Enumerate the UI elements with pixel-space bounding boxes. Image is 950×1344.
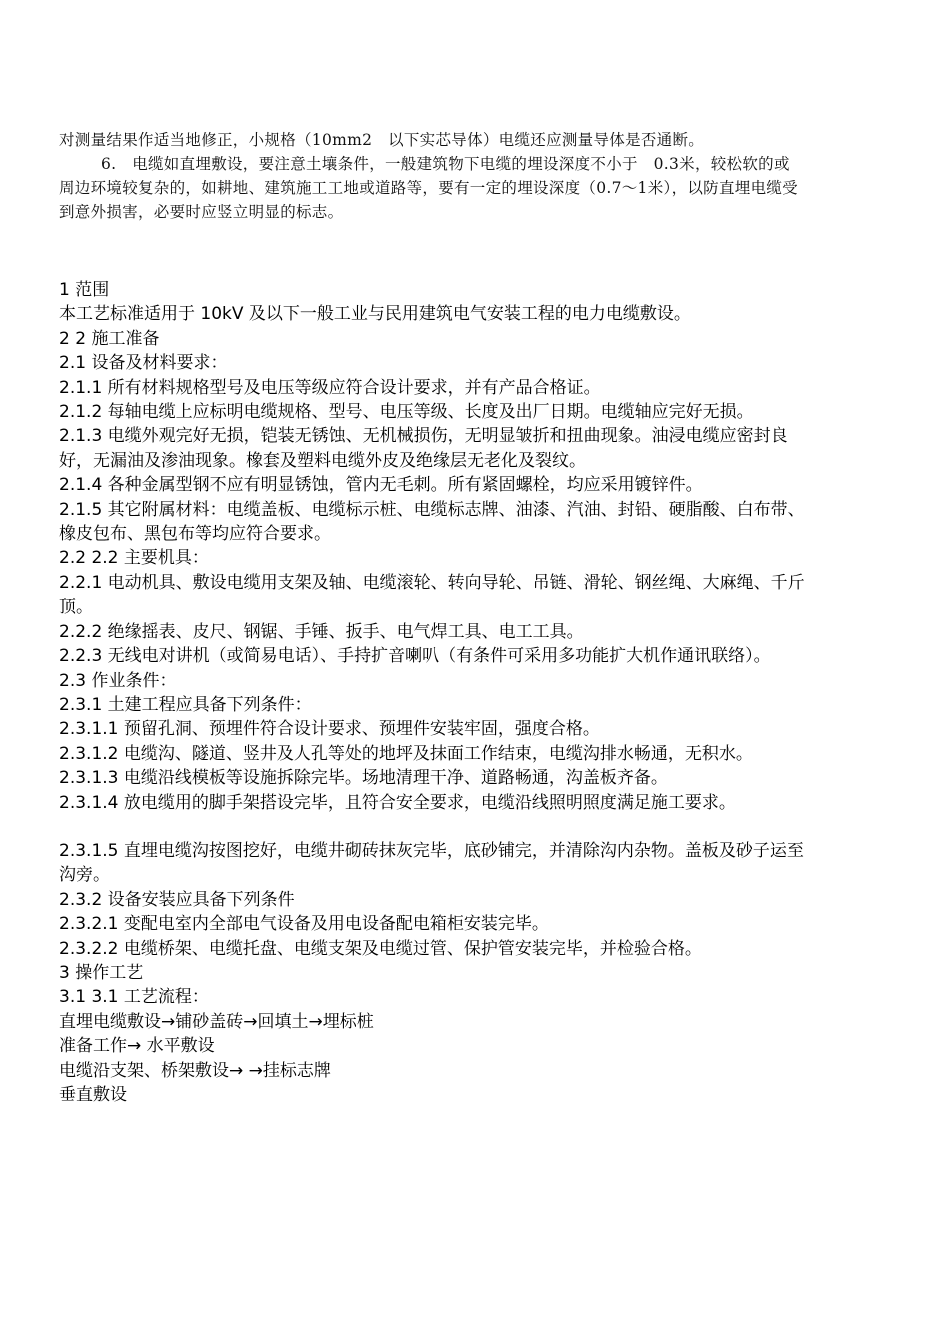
section-heading: 2 2 施工准备 xyxy=(59,328,160,349)
body-paragraph: 2.1.2 每轴电缆上应标明电缆规格、型号、电压等级、长度及出厂日期。电缆轴应完好无损。 xyxy=(59,402,754,423)
body-paragraph: 2.3.1.3 电缆沿线模板等设施拆除完毕。场地清理干净、道路畅通，沟盖板齐备。 xyxy=(59,768,668,789)
body-section xyxy=(59,278,819,1107)
intro-paragraph: 6. 电缆如直埋敷设，要注意土壤条件，一般建筑物下电缆的埋设深度不小于 0.3米，较松软的或周边环境较复杂的，如耕地、建筑施工工地或道路等，要有一定的埋设深度（0.7～1米），以防直埋电缆受到意外损害，必要时应竖立明显的标志。 xyxy=(59,155,798,221)
body-paragraph: 2.2.3 无线电对讲机（或简易电话）、手持扩音喇叭（有条件可采用多功能扩大机作通讯联络）。 xyxy=(59,646,771,667)
subsection-heading: 3.1 3.1 工艺流程： xyxy=(59,987,209,1008)
body-paragraph: 2.1.1 所有材料规格型号及电压等级应符合设计要求，并有产品合格证。 xyxy=(59,377,601,398)
subsection-heading: 2.3 作业条件： xyxy=(59,670,177,691)
body-paragraph: 2.1.3 电缆外观完好无损，铠装无锈蚀、无机械损伤，无明显皱折和扭曲现象。油浸电缆应密封良好，无漏油及渗油现象。橡套及塑料电缆外皮及绝缘层无老化及裂纹。 xyxy=(59,426,788,471)
flow-line: 准备工作→ 水平敷设 xyxy=(59,1036,215,1057)
body-paragraph: 2.3.2.1 变配电室内全部电气设备及用电设备配电箱柜安装完毕。 xyxy=(59,914,549,935)
subsection-heading: 2.2 2.2 主要机具： xyxy=(59,548,209,569)
body-paragraph: 2.2.1 电动机具、敷设电缆用支架及轴、电缆滚轮、转向导轮、吊链、滑轮、钢丝绳、大麻绳、千斤顶。 xyxy=(59,572,805,618)
blank-line xyxy=(59,815,819,839)
flow-line: 直埋电缆敷设→铺砂盖砖→回填土→埋标桩 xyxy=(59,1011,374,1032)
intro-section xyxy=(59,128,799,224)
body-paragraph: 2.2.2 绝缘摇表、皮尺、钢锯、手锤、扳手、电气焊工具、电工工具。 xyxy=(59,621,584,642)
body-paragraph: 本工艺标准适用于 10kV 及以下一般工业与民用建筑电气安装工程的电力电缆敷设。 xyxy=(59,304,691,325)
section-heading: 1 范围 xyxy=(59,280,110,300)
intro-paragraph: 对测量结果作适当地修正，小规格（10mm2 以下实芯导体）电缆还应测量导体是否通断。 xyxy=(59,131,705,149)
subsection-heading: 2.1 设备及材料要求： xyxy=(59,353,228,374)
body-paragraph: 2.3.2.2 电缆桥架、电缆托盘、电缆支架及电缆过管、保护管安装完毕，并检验合格。 xyxy=(59,938,702,959)
flow-line: 电缆沿支架、桥架敷设→ →挂标志牌 xyxy=(59,1060,331,1081)
body-paragraph: 2.3.1.5 直埋电缆沟按图挖好，电缆井砌砖抹灰完毕，底砂铺完，并清除沟内杂物。盖板及砂子运至沟旁。 xyxy=(59,840,804,886)
body-paragraph: 2.3.1.4 放电缆用的脚手架搭设完毕，且符合安全要求，电缆沿线照明照度满足施工要求。 xyxy=(59,792,736,813)
body-paragraph: 2.3.1.2 电缆沟、隧道、竖井及人孔等处的地坪及抹面工作结束，电缆沟排水畅通，无积水。 xyxy=(59,743,753,764)
body-paragraph: 2.3.1.1 预留孔洞、预埋件符合设计要求、预埋件安装牢固，强度合格。 xyxy=(59,719,600,740)
body-paragraph: 2.3.1 土建工程应具备下列条件： xyxy=(59,694,312,715)
body-paragraph: 2.1.5 其它附属材料：电缆盖板、电缆标示桩、电缆标志牌、油漆、汽油、封铅、硬脂酸、白布带、橡皮包布、黑包布等均应符合要求。 xyxy=(59,499,805,545)
section-heading: 3 操作工艺 xyxy=(59,962,144,983)
flow-line: 垂直敷设 xyxy=(59,1085,127,1105)
body-paragraph: 2.3.2 设备安装应具备下列条件 xyxy=(59,889,295,910)
body-paragraph: 2.1.4 各种金属型钢不应有明显锈蚀，管内无毛刺。所有紧固螺栓，均应采用镀锌件。 xyxy=(59,475,703,496)
